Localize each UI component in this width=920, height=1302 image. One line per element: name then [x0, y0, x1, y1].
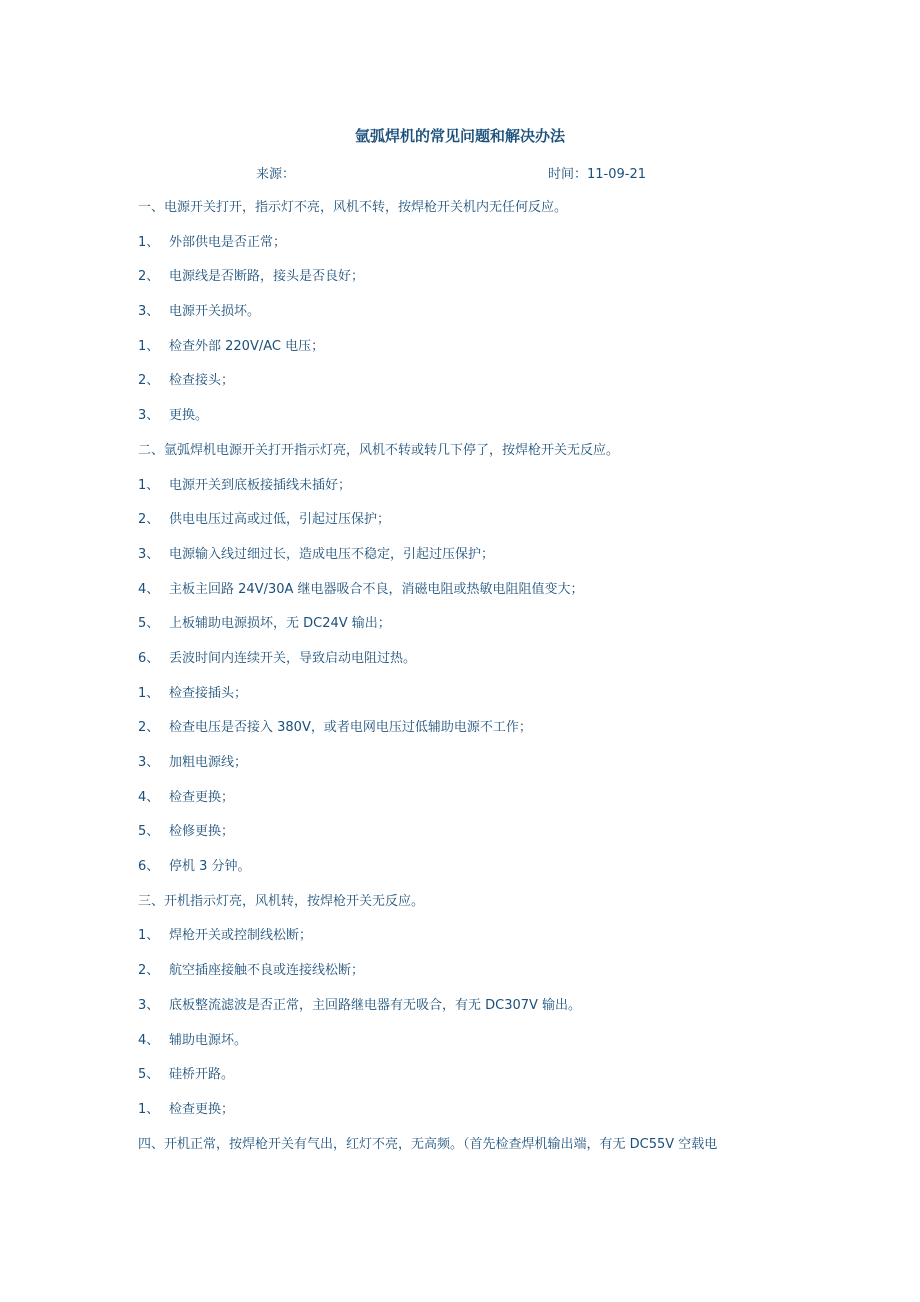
- list-item: [138, 407, 788, 442]
- list-item: [138, 303, 788, 338]
- list-item: [138, 268, 788, 303]
- item-text: 外部供电是否正常；: [169, 234, 287, 250]
- item-text: 电源开关打开，指示灯不亮，风机不转，按焊枪开关机内无任何反应。: [164, 200, 568, 215]
- list-item: [138, 858, 788, 893]
- item-text: 焊枪开关或控制线松断；: [169, 928, 313, 944]
- list-item: [138, 546, 788, 581]
- item-text: 检查更换；: [169, 1101, 235, 1117]
- item-text: 检查外部 220V/AC 电压；: [169, 338, 325, 354]
- list-item: [138, 1101, 788, 1136]
- list-item: [138, 789, 788, 824]
- document-body: [138, 199, 788, 1170]
- item-number: 2、: [138, 720, 160, 736]
- item-number: 二、: [138, 442, 165, 458]
- section-heading: [138, 199, 788, 234]
- list-item: [138, 962, 788, 997]
- list-item: [138, 338, 788, 373]
- item-number: 6、: [138, 650, 160, 666]
- item-text: 辅助电源坏。: [169, 1032, 248, 1048]
- item-text: 主板主回路 24V/30A 继电器吸合不良，消磁电阻或热敏电阻阻值变大；: [169, 581, 584, 597]
- section-heading: [138, 893, 788, 928]
- item-text: 丢波时间内连续开关，导致启动电阻过热。: [169, 650, 417, 666]
- item-number: 5、: [138, 824, 160, 840]
- list-item: [138, 1066, 788, 1101]
- item-text: 检查接插头；: [169, 685, 248, 701]
- item-text: 更换。: [169, 408, 209, 424]
- item-number: 2、: [138, 963, 160, 979]
- item-text: 检查电压是否接入 380V，或者电网电压过低辅助电源不工作；: [169, 720, 532, 736]
- list-item: [138, 581, 788, 616]
- item-number: 3、: [138, 304, 160, 320]
- source-label: 来源：: [256, 167, 296, 182]
- item-text: 供电电压过高或过低，引起过压保护；: [169, 512, 391, 528]
- item-number: 2、: [138, 373, 160, 389]
- section-heading: [138, 442, 788, 477]
- item-text: 开机正常，按焊枪开关有气出，红灯不亮，无高频。（首先检查焊机输出端，有无 DC55V 空载电: [164, 1136, 718, 1152]
- item-number: 四、: [138, 1136, 165, 1152]
- item-text: 电源线是否断路，接头是否良好；: [169, 269, 365, 285]
- page-title: 氩弧焊机的常见问题和解决办法: [354, 127, 565, 145]
- item-number: 4、: [138, 1032, 160, 1048]
- item-number: 三、: [138, 893, 165, 909]
- item-number: 2、: [138, 269, 160, 285]
- time-label: 时间：11-09-21: [548, 167, 647, 182]
- item-text: 硅桥开路。: [169, 1067, 235, 1083]
- item-number: 1、: [138, 1101, 160, 1117]
- item-number: 1、: [138, 234, 160, 250]
- list-item: [138, 511, 788, 546]
- item-text: 检查接头；: [169, 373, 235, 389]
- item-text: 加粗电源线；: [169, 755, 248, 770]
- item-number: 1、: [138, 338, 160, 354]
- item-text: 检查更换；: [169, 789, 235, 805]
- item-text: 检修更换；: [169, 824, 235, 840]
- list-item: [138, 1032, 788, 1067]
- item-text: 氩弧焊机电源开关打开指示灯亮，风机不转或转几下停了，按焊枪开关无反应。: [164, 442, 620, 458]
- list-item: [138, 754, 788, 789]
- item-number: 5、: [138, 1067, 160, 1083]
- item-number: 4、: [138, 789, 160, 805]
- item-number: 3、: [138, 997, 160, 1013]
- item-text: 上板辅助电源损坏，无 DC24V 输出；: [169, 616, 391, 632]
- item-number: 1、: [138, 685, 160, 701]
- list-item: [138, 477, 788, 512]
- item-number: 2、: [138, 512, 160, 528]
- item-text: 电源开关到底板接插线未插好；: [169, 477, 352, 493]
- item-number: 一、: [138, 200, 165, 215]
- item-number: 3、: [138, 546, 160, 562]
- item-text: 开机指示灯亮，风机转，按焊枪开关无反应。: [164, 893, 425, 909]
- item-text: 电源输入线过细过长，造成电压不稳定，引起过压保护；: [169, 546, 495, 562]
- item-number: 1、: [138, 477, 160, 493]
- list-item: [138, 615, 788, 650]
- item-text: 电源开关损坏。: [169, 304, 261, 320]
- section-heading: [138, 1136, 788, 1171]
- list-item: [138, 685, 788, 720]
- item-number: 3、: [138, 408, 160, 424]
- item-number: 5、: [138, 616, 160, 632]
- list-item: [138, 372, 788, 407]
- item-text: 底板整流滤波是否正常，主回路继电器有无吸合，有无 DC307V 输出。: [169, 997, 582, 1013]
- item-text: 航空插座接触不良或连接线松断；: [169, 963, 365, 979]
- list-item: [138, 823, 788, 858]
- list-item: [138, 927, 788, 962]
- item-text: 停机 3 分钟。: [169, 859, 251, 875]
- list-item: [138, 650, 788, 685]
- item-number: 1、: [138, 928, 160, 944]
- list-item: [138, 234, 788, 269]
- item-number: 3、: [138, 755, 160, 770]
- item-number: 6、: [138, 859, 160, 875]
- item-number: 4、: [138, 581, 160, 597]
- list-item: [138, 997, 788, 1032]
- list-item: [138, 719, 788, 754]
